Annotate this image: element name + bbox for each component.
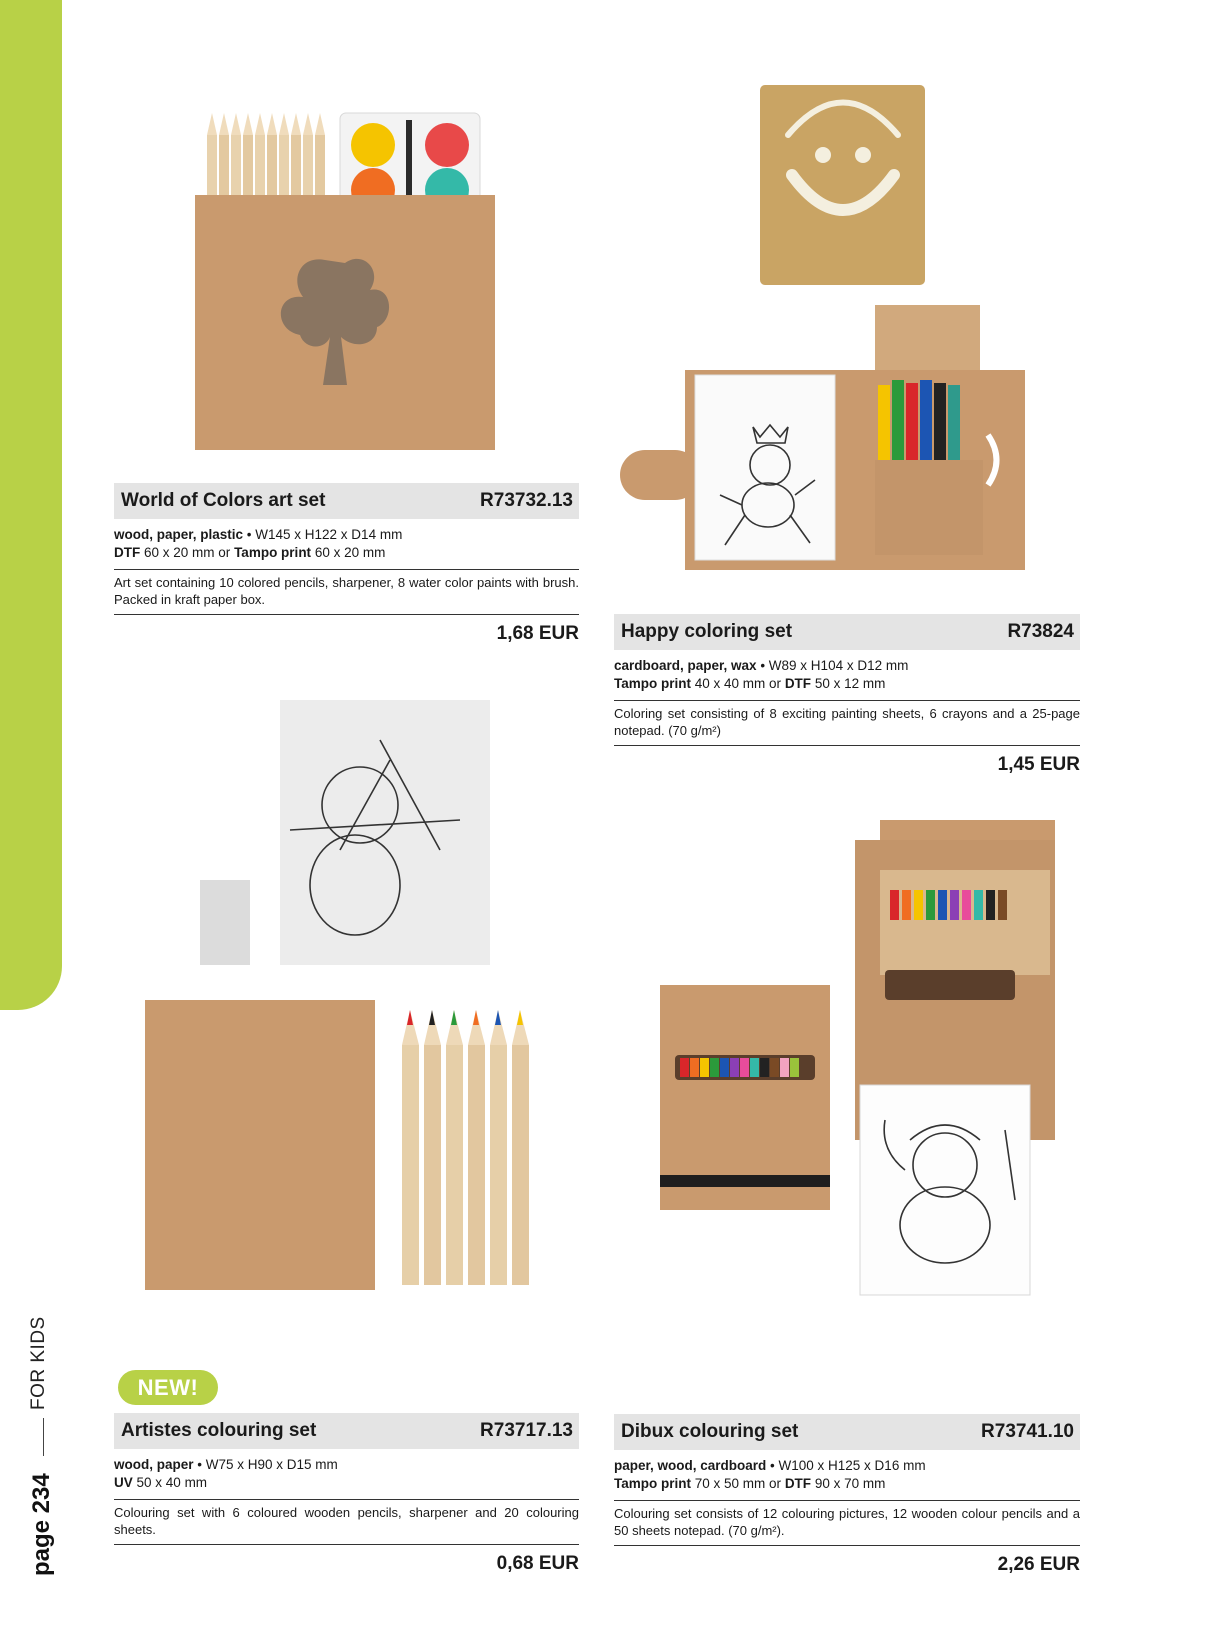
product-name: Dibux colouring set xyxy=(621,1421,799,1442)
product-image-dibux xyxy=(620,820,1060,1350)
product-world-of-colors xyxy=(114,483,579,645)
product-price: 1,45 EUR xyxy=(997,754,1080,775)
print-size: 50 x 12 mm xyxy=(814,676,886,691)
materials: wood, paper xyxy=(114,1457,194,1472)
sharpener-illustration xyxy=(200,880,250,965)
pencils-illustration xyxy=(402,1010,529,1285)
dimensions: W145 x H122 x D14 mm xyxy=(255,527,403,542)
product-code: R73732.13 xyxy=(480,490,573,511)
product-name: Happy coloring set xyxy=(621,621,793,642)
product-price: 2,26 EUR xyxy=(997,1554,1080,1575)
print-size: 40 x 40 mm or xyxy=(694,676,782,691)
product-name: World of Colors art set xyxy=(121,490,326,511)
product-specs: wood, paper • W75 x H90 x D15 mm UV 50 x 40 mm xyxy=(114,1457,338,1490)
product-happy-coloring xyxy=(614,614,1080,776)
dimensions: W89 x H104 x D12 mm xyxy=(768,658,909,673)
section-label: FOR KIDS xyxy=(28,1316,49,1410)
print-method: DTF xyxy=(784,1476,812,1491)
product-code: R73824 xyxy=(1007,621,1074,642)
product-code: R73741.10 xyxy=(981,1421,1074,1442)
print-method: Tampo print xyxy=(614,676,691,691)
product-title-bar xyxy=(114,483,579,519)
coloring-page-illustration xyxy=(280,700,490,965)
coloring-sheet-illustration xyxy=(695,375,835,560)
product-description: Art set containing 10 colored pencils, sharpener, 8 water color paints with brush. Packed in kraft paper box. xyxy=(114,569,579,615)
print-method: Tampo print xyxy=(614,1476,691,1491)
product-code: R73717.13 xyxy=(480,1420,573,1441)
kraft-box-illustration xyxy=(145,1000,375,1290)
notepad-cover-illustration xyxy=(760,85,925,285)
product-dibux xyxy=(614,1414,1080,1576)
print-size: 60 x 20 mm xyxy=(314,545,386,560)
print-size: 60 x 20 mm or xyxy=(144,545,231,560)
product-description: Colouring set consists of 12 colouring pictures, 12 wooden colour pencils and a 50 sheets notepad. (70 g/m²). xyxy=(614,1500,1080,1546)
product-title-bar xyxy=(614,1414,1080,1450)
materials: cardboard, paper, wax xyxy=(614,658,757,673)
print-size: 50 x 40 mm xyxy=(136,1475,208,1490)
print-method: DTF xyxy=(114,545,141,560)
product-artistes xyxy=(114,1413,579,1575)
product-title-bar xyxy=(114,1413,579,1449)
print-method: DTF xyxy=(784,676,812,691)
product-image-world-of-colors xyxy=(195,105,505,465)
product-price: 1,68 EUR xyxy=(496,623,579,644)
sidebar-divider xyxy=(43,1418,44,1456)
section-color-tab xyxy=(0,0,62,1010)
product-image-artistes xyxy=(140,700,540,1330)
product-price: 0,68 EUR xyxy=(496,1553,579,1574)
product-image-happy-coloring xyxy=(620,75,1055,580)
materials: wood, paper, plastic xyxy=(114,527,244,542)
print-method: UV xyxy=(114,1475,133,1490)
materials: paper, wood, cardboard xyxy=(614,1458,767,1473)
product-description: Coloring set consisting of 8 exciting painting sheets, 6 crayons and a 25-page notepad. (70 g/m²) xyxy=(614,700,1080,746)
product-title-bar xyxy=(614,614,1080,650)
product-specs: paper, wood, cardboard • W100 x H125 x D16 mm Tampo print 70 x 50 mm or DTF 90 x 70 mm xyxy=(614,1458,926,1491)
dimensions: W100 x H125 x D16 mm xyxy=(778,1458,926,1473)
product-description: Colouring set with 6 coloured wooden pencils, sharpener and 20 colouring sheets. xyxy=(114,1499,579,1545)
print-size: 70 x 50 mm or xyxy=(694,1476,782,1491)
product-specs: cardboard, paper, wax • W89 x H104 x D12 mm Tampo print 40 x 40 mm or DTF 50 x 12 mm xyxy=(614,658,909,691)
dimensions: W75 x H90 x D15 mm xyxy=(205,1457,338,1472)
product-name: Artistes colouring set xyxy=(121,1420,317,1441)
print-size: 90 x 70 mm xyxy=(814,1476,886,1491)
product-specs: wood, paper, plastic • W145 x H122 x D14 mm DTF 60 x 20 mm or Tampo print 60 x 20 mm xyxy=(114,527,403,560)
new-badge: NEW! xyxy=(118,1370,218,1405)
page-number: page 234 xyxy=(28,1473,55,1576)
print-method: Tampo print xyxy=(234,545,312,560)
